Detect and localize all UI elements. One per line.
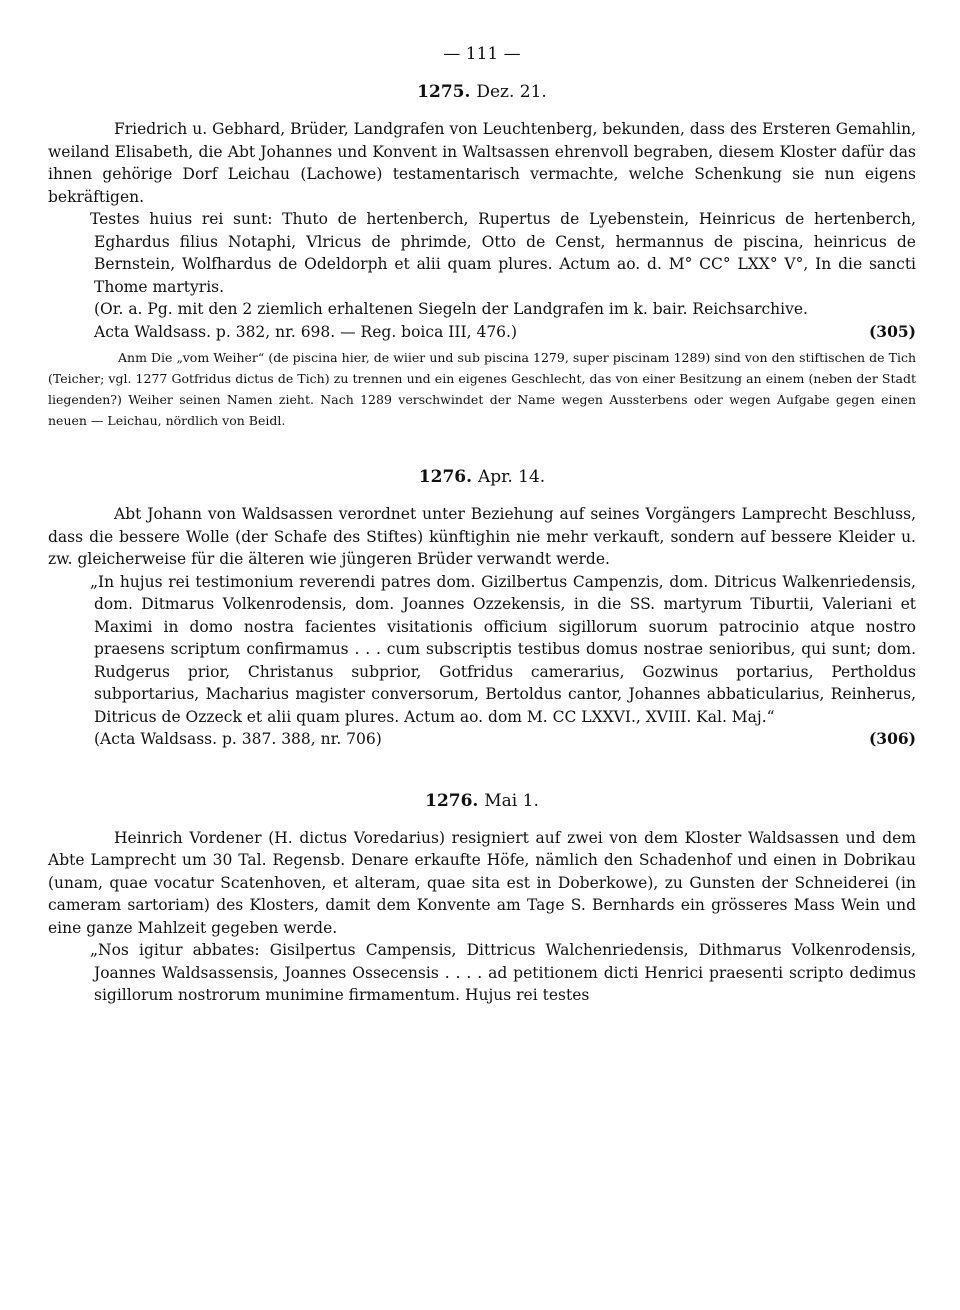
- regest-text: Abt Johann von Waldsassen verordnet unter Beziehung auf seines Vorgängers Lamprecht Beschluss, dass die bessere Wolle (der Schafe des Stiftes) künftighin nie mehr verkauft, sondern auf bessere Kleider u. zw. gleicherweise für die älteren wie jüngeren Brüder verwandt werde.: [48, 505, 916, 568]
- regest-text: Friedrich u. Gebhard, Brüder, Landgrafen von Leuchtenberg, bekunden, dass des Ersteren Gemahlin, weiland Elisabeth, die Abt Johannes und Konvent in Waltsassen ehrenvoll begraben, diesem Kloster dafür das ihnen gehörige Dorf Leichau (Lachowe) testamentarisch vermachte, welche Schenkung sie nun eigens bekräftigen.: [48, 120, 916, 206]
- entry-day: Dez. 21.: [476, 82, 547, 102]
- entry-number: (306): [868, 729, 916, 748]
- source-line: [48, 728, 916, 751]
- entry-number: (305): [868, 321, 916, 341]
- entry-day: Apr. 14.: [477, 467, 546, 487]
- page-number: — 111 —: [443, 44, 521, 64]
- witness-list: Testes huius rei sunt: Thuto de hertenberch, Rupertus de Lyebenstein, Heinricus de hertenberch, Eghardus filius Notaphi, Vlricus de phrimde, Otto de Censt, hermannus de piscina, heinricus de Bernstein, Wolfhardus de Odeldorph et alii quam plures. Actum ao. d. M° CC° LXX° V°, In die sancti Thome martyris.: [90, 210, 916, 296]
- source-line: [48, 321, 916, 344]
- entry-date: [48, 791, 916, 811]
- entry-day: Mai 1.: [484, 790, 539, 811]
- entry-date: [48, 82, 916, 102]
- latin-quote: „In hujus rei testimonium reverendi patres dom. Gizilbertus Campenzis, dom. Ditricus Walkenriedensis, dom. Ditmarus Volkenrodensis, dom. Joannes Ozzekensis, in die SS. martyrum Tiburtii, Valeriani et Maximi in domo nostra facientes visitationis officium sigillorum suorum patrocinio atque nostro praesens scriptum confirmamus . . . cum subscriptis testibus domus nostrae senioribus, qui sunt; dom. Rudgerus prior, Christanus subprior, Gotfridus camerarius, Gozwinus portarius, Pertholdus subportarius, Macharius magister conversorum, Bertoldus cantor, Johannes abbaticularius, Reinherus, Ditricus de Ozzeck et alii quam plures. Actum ao. dom M. CC LXXVI., XVIII. Kal. Maj.“: [90, 572, 916, 726]
- entry-305: [48, 82, 916, 431]
- source-citation: (Or. a. Pg. mit den 2 ziemlich erhaltenen Siegeln der Landgrafen im k. bair. Reichsarchive.: [94, 300, 808, 318]
- regest-text: Heinrich Vordener (H. dictus Voredarius) resigniert auf zwei von dem Kloster Waldsassen und dem Abte Lamprecht um 30 Tal. Regensb. Denare erkaufte Höfe, nämlich den Schadenhof und einen in Dobrikau (unam, quae vocatur Scatenhoven, et alteram, quae sita est in Doberkowe), zu Gunsten der Schneiderei (in cameram sartoriam) des Klosters, damit dem Konvente am Tage S. Bernhards ein grösseres Mass Wein und eine ganze Mahlzeit gegeben werde.: [48, 828, 916, 937]
- note-text: Anm Die „vom Weiher“ (de piscina hier, de wiier und sub piscina 1279, super piscinam 1289) sind von den stiftischen de Tich (Teicher; vgl. 1277 Gotfridus dictus de Tich) zu trennen und ein eigenes Geschlecht, das von einer Besitzung an einem (neben der Stadt liegenden?) Weiher seinen Namen zieht. Nach 1289 verschwindet der Name wegen Aussterbens oder wegen Aufgabe gegen einen neuen — Leichau, nördlich von Beidl.: [48, 350, 916, 428]
- entry-year: 1275.: [417, 82, 471, 102]
- source-citation: (Acta Waldsass. p. 387. 388, nr. 706): [94, 730, 382, 748]
- entry-year: 1276.: [425, 790, 479, 811]
- source-citation: Acta Waldsass. p. 382, nr. 698. — Reg. boica III, 476.): [94, 322, 518, 341]
- entry-date: [48, 467, 916, 487]
- entry-307: [48, 791, 916, 1007]
- entry-306: [48, 467, 916, 751]
- annotation-note: [48, 347, 916, 431]
- latin-quote: „Nos igitur abbates: Gisilpertus Campensis, Dittricus Walchenriedensis, Dithmarus Volkenrodensis, Joannes Waldsassensis, Joannes Ossecensis . . . . ad petitionem dicti Henrici praesenti scripto dedimus sigillorum nostrorum munimine firmamentum. Hujus rei testes: [90, 941, 916, 1004]
- entry-year: 1276.: [418, 467, 473, 487]
- note-indent: [48, 350, 118, 365]
